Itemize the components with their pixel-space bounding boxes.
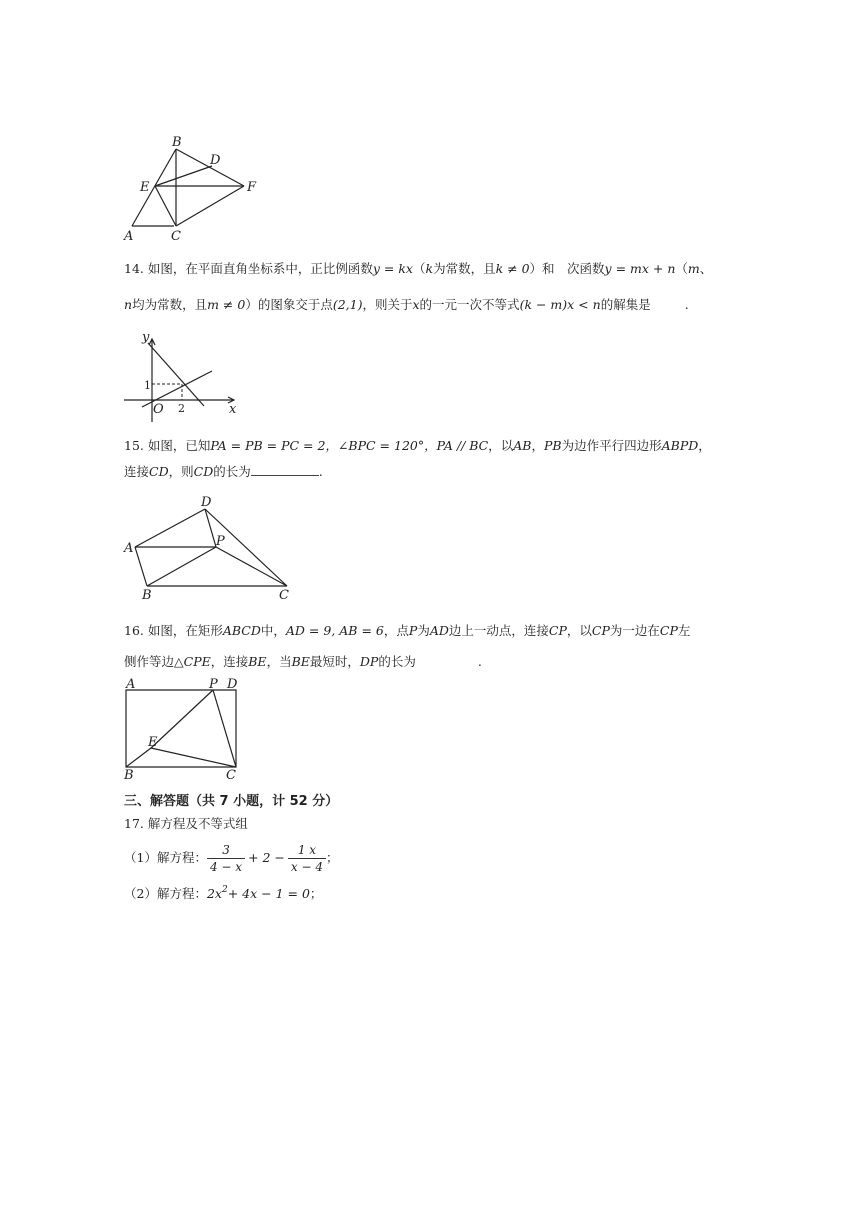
q15-label-D: D (201, 495, 212, 510)
q16-be: BE (248, 654, 267, 669)
q15-text: ， (531, 438, 544, 453)
q13-label-C: C (171, 229, 181, 244)
q15-text: . (318, 464, 323, 479)
q14-text: ）和 次函数 (529, 261, 605, 276)
q14-answer-blank (651, 308, 685, 309)
q17-part1-label: （1）解方程： (124, 850, 207, 865)
q14-eq1: y = kx (372, 261, 413, 276)
q14-text: ，则关于 (362, 297, 413, 312)
q15-text: ，以 (488, 438, 514, 453)
q17-fraction-1 (207, 842, 245, 875)
q17-part1 (124, 840, 339, 876)
q14-label-1: 1 (144, 379, 151, 392)
q15-pb: PB (544, 438, 562, 453)
q16-p: P (408, 623, 418, 638)
q17-title: 17. 解方程及不等式组 (124, 816, 248, 831)
q14-m: m (687, 261, 700, 276)
q15-abpd: ABPD (661, 438, 699, 453)
q16-be: BE (291, 654, 310, 669)
q14-point: (2,1) (332, 297, 363, 312)
q17-fraction-2 (288, 842, 326, 875)
q16-text: ，当 (266, 654, 292, 669)
q14-line-kx (142, 371, 212, 407)
q17-part1-mid: + 2 − (248, 850, 285, 865)
q16-label-P: P (209, 677, 218, 692)
q16-text: 为 (417, 623, 430, 638)
q14-label-y: y (142, 330, 150, 345)
q14-x: x (412, 297, 420, 312)
q16-line2 (124, 656, 482, 669)
q15-label-C: C (279, 588, 289, 603)
q14-text: . (684, 297, 689, 312)
q16-text: ，以 (566, 623, 592, 638)
q16-label-C: C (226, 768, 236, 783)
q15-line2 (124, 466, 323, 479)
q15-answer-blank (251, 475, 319, 476)
q16-label-E: E (148, 735, 158, 750)
q15-text: 为边作平行四边形 (561, 438, 662, 453)
q14-line2 (124, 299, 689, 312)
q15-eq: PA = PB = PC = 2，∠BPC = 120°，PA // BC (210, 438, 489, 453)
q16-text: 的长为 (378, 654, 416, 669)
q15-cd: CD (193, 464, 214, 479)
y-axis-arrow (149, 339, 155, 345)
fraction-denominator: 4 − x (209, 859, 243, 874)
q16-text: 左 (677, 623, 691, 638)
q14-axes (124, 339, 234, 422)
q13-label-A: A (124, 229, 134, 244)
q14-text: 、 (699, 261, 713, 276)
q14-text: 的一元一次不等式 (419, 297, 520, 312)
q16-text: 16. 如图，在矩形 (124, 623, 223, 638)
q15-text: 15. 如图，已知 (124, 438, 211, 453)
q16-text: 最短时， (309, 654, 360, 669)
q17-part2-exponent: 2 (221, 885, 228, 895)
q14-inequality: (k − m)x < n (519, 297, 601, 312)
q14-n: n (124, 297, 133, 312)
q15-label-P: P (216, 534, 225, 549)
q14-k: k (425, 261, 434, 276)
fraction-numerator: 1 x (288, 842, 326, 859)
section-heading: 三、解答题（共 7 小题，计 52 分） (124, 794, 339, 809)
q17-part2-eq: 2x (206, 886, 222, 901)
q16-text: . (477, 654, 482, 669)
q16-cp: CP (591, 623, 610, 638)
q16-eq: AD = 9, AB = 6 (285, 623, 384, 638)
q15-ab: AB (513, 438, 532, 453)
q14-text: 均为常数，且 (132, 297, 208, 312)
x-axis-arrow (228, 397, 234, 403)
q16-rectangle (126, 690, 236, 767)
q16-text: 中， (260, 623, 286, 638)
q14-text: 为常数，且 (433, 261, 496, 276)
q14-line-mx-n (148, 343, 204, 406)
fraction-denominator: x − 4 (290, 859, 324, 874)
q15-label-A: A (124, 541, 134, 556)
q14-text: （ (412, 261, 426, 276)
q16-answer-blank (416, 665, 478, 666)
q13-label-B: B (172, 135, 182, 150)
q16-text: 边上一动点，连接 (448, 623, 549, 638)
q16-abcd: ABCD (222, 623, 261, 638)
q15-text: 连接 (124, 464, 150, 479)
q14-text: 的解集是 (600, 297, 651, 312)
q17-part2-label: （2）解方程： (124, 886, 207, 901)
q14-line1 (124, 263, 712, 276)
q14-eq2: y = mx + n (604, 261, 676, 276)
q15-cd: CD (149, 464, 169, 479)
q17-part2-end: ； (309, 886, 323, 901)
q16-ad: AD (429, 623, 449, 638)
q16-line1 (124, 625, 690, 638)
q14-label-2: 2 (178, 402, 185, 415)
q14-k-cond: k ≠ 0 (495, 261, 530, 276)
q16-text: ，点 (383, 623, 409, 638)
q15-text: ，则 (168, 464, 194, 479)
q14-label-O: O (153, 402, 164, 417)
q16-dp: DP (359, 654, 379, 669)
q15-line1 (124, 440, 711, 453)
q16-text: ，连接 (210, 654, 249, 669)
q16-cp: CP (659, 623, 678, 638)
q14-m-cond: m ≠ 0 (207, 297, 246, 312)
q15-text: 的长为 (213, 464, 251, 479)
q16-text: 侧作等边 (124, 654, 175, 669)
q13-label-E: E (140, 180, 150, 195)
q13-geometry (132, 149, 244, 226)
q16-label-D: D (227, 677, 238, 692)
q16-label-B: B (124, 768, 134, 783)
q17-part1-end: ； (326, 850, 339, 865)
q14-label-x: x (229, 402, 237, 417)
q14-text: 14. 如图，在平面直角坐标系中，正比例函数 (124, 261, 373, 276)
q13-label-F: F (247, 180, 257, 195)
q16-geometry (126, 690, 236, 767)
q17-part2 (124, 886, 322, 901)
q14-text: ）的图象交于点 (245, 297, 333, 312)
q16-label-A: A (126, 677, 136, 692)
q14-text: （ (675, 261, 688, 276)
q15-text: ， (698, 438, 711, 453)
q17-part2-eq: + 4x − 1 = 0 (227, 886, 310, 901)
q13-label-D: D (210, 153, 221, 168)
q15-label-B: B (142, 588, 152, 603)
q16-triangle: △CPE (174, 654, 211, 669)
q16-text: 为一边在 (609, 623, 660, 638)
q15-geometry (135, 509, 287, 586)
q16-cp: CP (548, 623, 567, 638)
fraction-numerator: 3 (207, 842, 245, 859)
